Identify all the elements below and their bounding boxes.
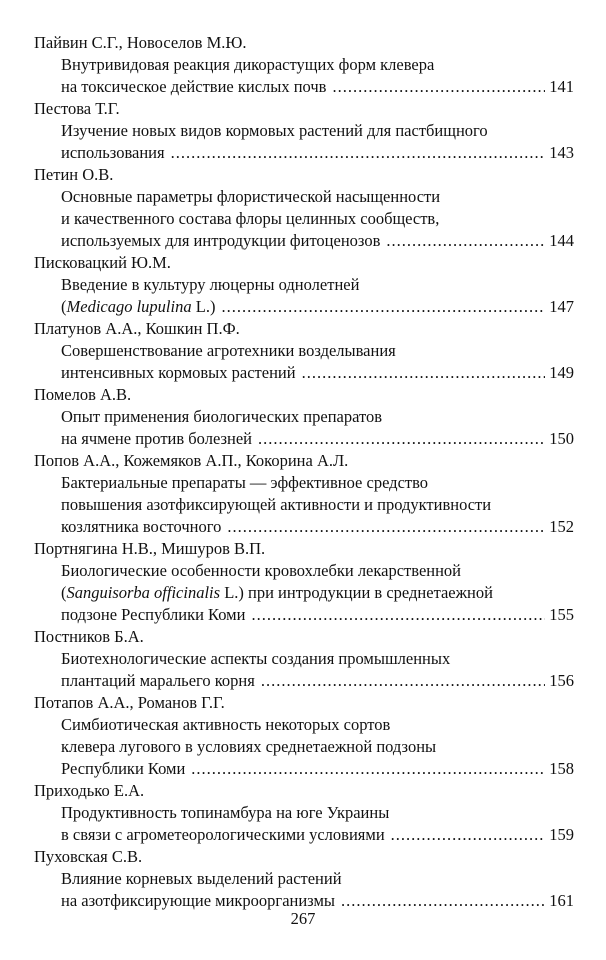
dot-leader — [227, 516, 545, 538]
dot-leader — [171, 142, 546, 164]
dot-leader — [258, 428, 545, 450]
entry-last-line — [34, 142, 574, 164]
entry-last-line — [34, 824, 574, 846]
entry-title-line: Биологические особенности кровохлебки лекарственной — [61, 561, 462, 580]
toc-entry — [34, 626, 574, 692]
author-abbrev: L.) — [191, 297, 216, 316]
entry-title-line: Изучение новых видов кормовых растений для пастбищного — [61, 121, 488, 140]
entry-page-number: 155 — [549, 605, 574, 624]
entry-title-line: Внутривидовая реакция дикорастущих форм клевера — [61, 55, 435, 74]
entry-page-number: 152 — [549, 517, 574, 536]
entry-author: Приходько Е.А. — [34, 781, 145, 800]
latin-name: Medicago lupulina — [66, 297, 192, 316]
toc-entry — [34, 450, 574, 538]
paren-open: ( — [61, 297, 67, 316]
entry-author: Платунов А.А., Кошкин П.Ф. — [34, 319, 240, 338]
latin-name: Sanguisorba officinalis — [66, 583, 221, 602]
toc-entry — [34, 780, 574, 846]
entry-last-line — [34, 76, 574, 98]
title-continuation: L.) при интродукции в среднетаежной — [220, 583, 493, 602]
entry-title-end: использования — [61, 143, 165, 162]
page-number: 267 — [290, 909, 316, 928]
dot-leader — [251, 604, 545, 626]
entry-author: Писковацкий Ю.М. — [34, 253, 171, 272]
entry-page-number: 158 — [549, 759, 574, 778]
entry-author: Потапов А.А., Романов Г.Г. — [34, 693, 225, 712]
dot-leader — [332, 76, 545, 98]
toc-entry — [34, 32, 574, 98]
toc-entry — [34, 538, 574, 626]
entry-title-end: используемых для интродукции фитоценозов — [61, 231, 381, 250]
toc-entry — [34, 692, 574, 780]
entry-page-number: 159 — [549, 825, 574, 844]
entry-page-number: 143 — [549, 143, 574, 162]
entry-title-end: плантаций маральего корня — [61, 671, 255, 690]
entry-last-line — [34, 230, 574, 252]
entry-title-end — [61, 296, 215, 318]
entry-title-end: на токсическое действие кислых почв — [61, 77, 327, 96]
entry-last-line — [34, 670, 574, 692]
entry-title-end: на ячмене против болезней — [61, 429, 252, 448]
entry-title-end: интенсивных кормовых растений — [61, 363, 296, 382]
entry-title-line: повышения азотфиксирующей активности и продуктивности — [61, 495, 492, 514]
entry-title-line: Опыт применения биологических препаратов — [61, 407, 383, 426]
dot-leader — [261, 670, 545, 692]
entry-author: Пайвин С.Г., Новоселов М.Ю. — [34, 33, 247, 52]
entry-author: Постников Б.А. — [34, 627, 144, 646]
entry-last-line — [34, 362, 574, 384]
toc-entry — [34, 98, 574, 164]
toc-entry — [34, 318, 574, 384]
entry-title-end: на азотфиксирующие микроорганизмы — [61, 891, 335, 910]
entry-title-line: Бактериальные препараты — эффективное средство — [61, 473, 429, 492]
dot-leader — [391, 824, 546, 846]
entry-last-line — [34, 604, 574, 626]
entry-title-end: Республики Коми — [61, 759, 186, 778]
dot-leader — [221, 296, 545, 318]
entry-title-line: Влияние корневых выделений растений — [61, 869, 342, 888]
entry-title-line: и качественного состава флоры целинных сообществ, — [61, 209, 440, 228]
entry-last-line — [34, 296, 574, 318]
entry-author: Петин О.В. — [34, 165, 114, 184]
entry-last-line — [34, 516, 574, 538]
entry-title-end: подзоне Республики Коми — [61, 605, 246, 624]
entry-last-line — [34, 428, 574, 450]
entry-title-line: Биотехнологические аспекты создания промышленных — [61, 649, 451, 668]
entry-author: Попов А.А., Кожемяков А.П., Кокорина А.Л. — [34, 451, 349, 470]
dot-leader — [191, 758, 545, 780]
table-of-contents — [34, 32, 574, 912]
entry-last-line — [34, 758, 574, 780]
entry-title-line: клевера лугового в условиях среднетаежной подзоны — [61, 737, 437, 756]
toc-entry — [34, 846, 574, 912]
paren-open: ( — [61, 583, 67, 602]
entry-author: Портнягина Н.В., Мишуров В.П. — [34, 539, 266, 558]
entry-page-number: 141 — [549, 77, 574, 96]
entry-author: Помелов А.В. — [34, 385, 132, 404]
entry-title-line: Введение в культуру люцерны однолетней — [61, 275, 360, 294]
entry-page-number: 147 — [549, 297, 574, 316]
entry-author: Пестова Т.Г. — [34, 99, 120, 118]
entry-title-line: Совершенствование агротехники возделывания — [61, 341, 396, 360]
entry-page-number: 156 — [549, 671, 574, 690]
entry-author: Пуховская С.В. — [34, 847, 143, 866]
entry-page-number: 149 — [549, 363, 574, 382]
entry-title-line: Продуктивность топинамбура на юге Украины — [61, 803, 390, 822]
entry-title-line: Основные параметры флористической насыщенности — [61, 187, 441, 206]
entry-page-number: 144 — [549, 231, 574, 250]
entry-title-line — [34, 582, 574, 604]
toc-entry — [34, 164, 574, 252]
dot-leader — [302, 362, 546, 384]
dot-leader — [386, 230, 545, 252]
entry-page-number: 161 — [549, 891, 574, 910]
entry-title-end: в связи с агрометеорологическими условиями — [61, 825, 385, 844]
toc-entry — [34, 384, 574, 450]
entry-title-line: Симбиотическая активность некоторых сортов — [61, 715, 391, 734]
entry-title-end: козлятника восточного — [61, 517, 222, 536]
entry-page-number: 150 — [549, 429, 574, 448]
toc-entry — [34, 252, 574, 318]
